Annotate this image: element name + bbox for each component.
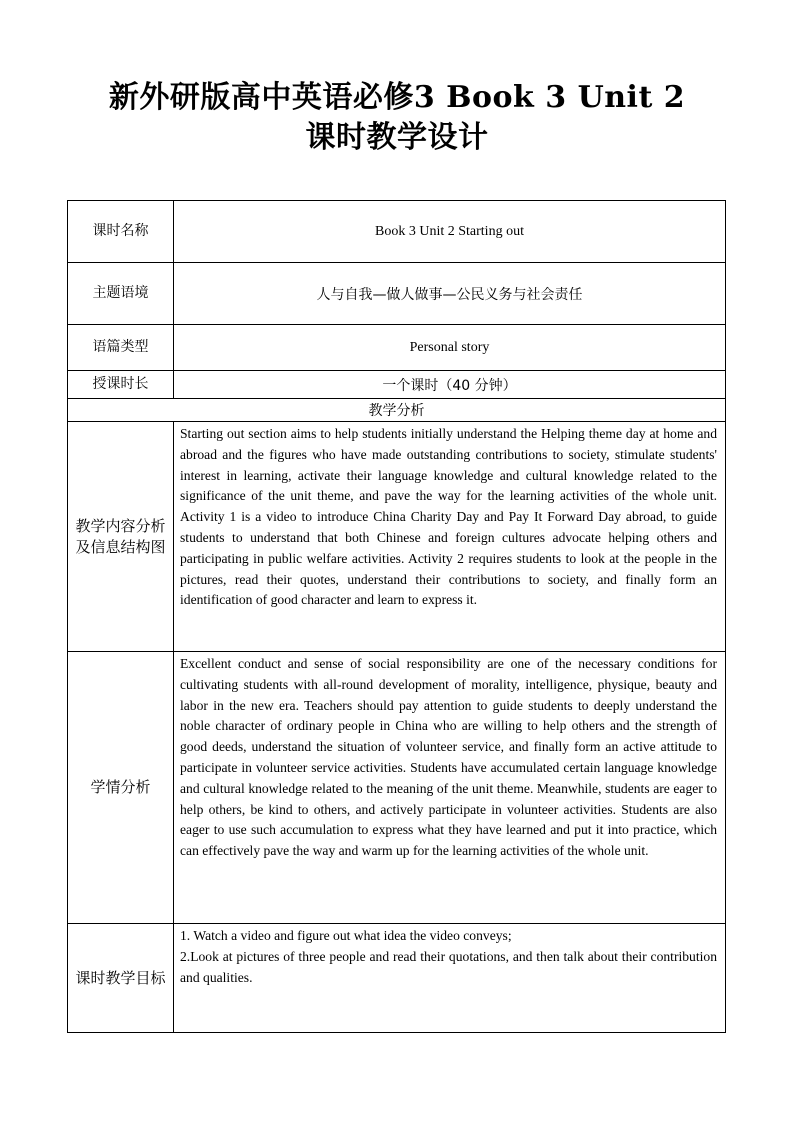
lesson-duration-value: 一个课时（40 分钟）: [174, 371, 726, 399]
lesson-design-table: [67, 200, 726, 1033]
learner-analysis-text: Excellent conduct and sense of social responsibility are one of the necessary conditions for cultivating students with all-round development of morality, intelligence, physique, beauty and labor in the new era. Teachers should pay attention to guide students to deeply understand the noble character of ordinary people in China who are willing to help others and the strength of good deeds, understand the situation of volunteer service, and finally form an active attitude to participate in volunteer service activities. Students have accumulated certain language knowledge and cultural knowledge related to the meaning of the unit theme. Meanwhile, students are eager to help others, be kind to others, and actively participate in volunteer activities. Students are also eager to use such accumulation to express what they have learned and put it into practice, which can effectively pave the way and warm up for the learning activities of the whole unit.: [180, 656, 717, 859]
row-analysis-header: [68, 399, 726, 422]
row-lesson-duration: [68, 371, 726, 399]
lesson-name-value: Book 3 Unit 2 Starting out: [174, 201, 726, 263]
row-lesson-name: [68, 201, 726, 263]
teaching-analysis-header: 教学分析: [68, 399, 726, 422]
objective-item-2: 2.Look at pictures of three people and read their quotations, and then talk about their contribution and qualities.: [180, 948, 717, 985]
lesson-name-label: 课时名称: [68, 201, 174, 263]
row-text-genre: [68, 325, 726, 371]
document-title-line1: 新外研版高中英语必修3 Book 3 Unit 2: [108, 80, 686, 115]
document-title-line2: 课时教学设计: [305, 120, 489, 155]
objective-item-1: 1. Watch a video and figure out what idea the video conveys;: [180, 928, 512, 943]
lesson-objectives-label: 课时教学目标: [68, 924, 174, 1033]
content-analysis-text: Starting out section aims to help students initially understand the Helping theme day at home and abroad and the figures who have made outstanding contributions to society, stimulate students' interest in learning, activate their language knowledge and cultural knowledge related to the significance of the unit theme, and pave the way for the learning activities of the whole unit. Activity 1 is a video to introduce China Charity Day and Pay It Forward Day abroad, to guide students to understand that both Chinese and foreign cultures advocate helping others and participating in public welfare activities. Activity 2 requires students to look at the people in the pictures, read their quotes, understand their contributions to society, and finally form an identification of good character and learn to express it.: [180, 426, 717, 608]
row-theme-context: [68, 263, 726, 325]
theme-context-label: 主题语境: [68, 263, 174, 325]
row-lesson-objectives: [68, 924, 726, 1033]
row-content-analysis: [68, 422, 726, 652]
lesson-duration-label: 授课时长: [68, 371, 174, 399]
content-analysis-label: 教学内容分析及信息结构图: [68, 422, 174, 652]
learner-analysis-label: 学情分析: [68, 652, 174, 924]
row-learner-analysis: [68, 652, 726, 924]
text-genre-label: 语篇类型: [68, 325, 174, 371]
text-genre-value: Personal story: [174, 325, 726, 371]
theme-context-value: 人与自我—做人做事—公民义务与社会责任: [174, 263, 726, 325]
